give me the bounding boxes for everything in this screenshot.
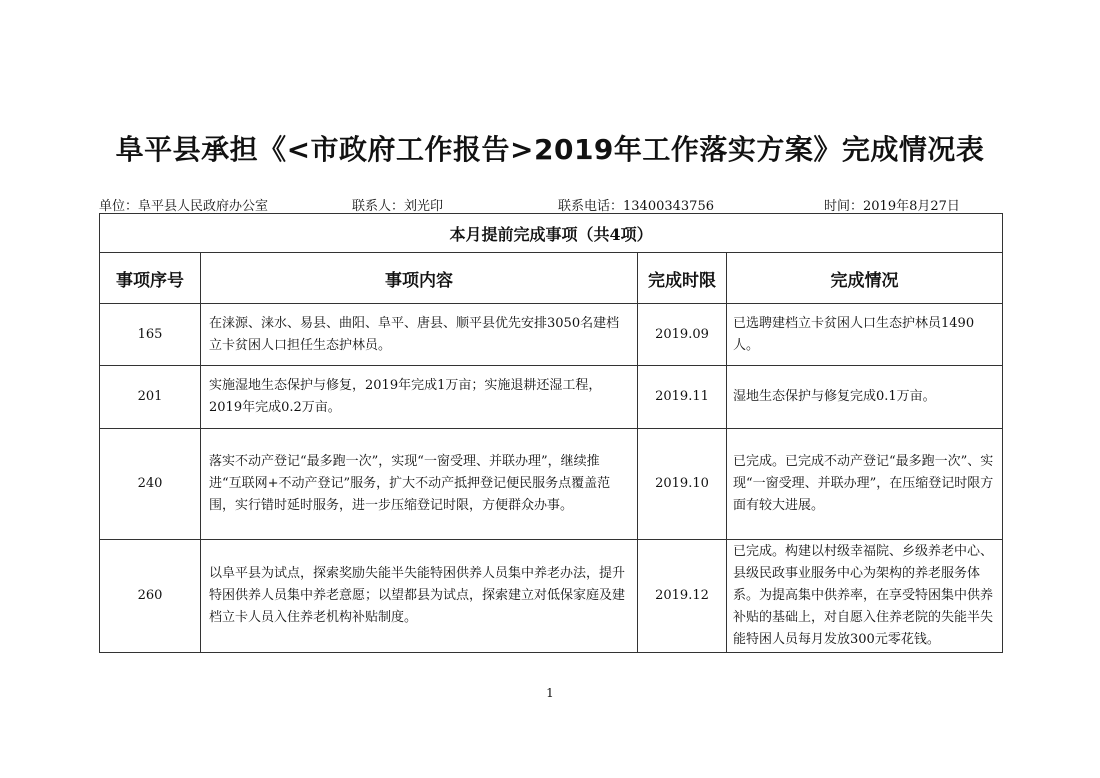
unit-label: 单位：阜平县人民政府办公室: [99, 199, 269, 214]
document-title: 阜平县承担《<市政府工作报告>2019年工作落实方案》完成情况表: [115, 133, 985, 166]
section-header-row: [100, 214, 1003, 253]
row-deadline: 2019.10: [638, 429, 727, 540]
contact-label: 联系人：刘光印: [352, 199, 444, 214]
row-deadline: 2019.09: [638, 304, 727, 366]
page-number: 1: [546, 686, 554, 700]
date-label: 时间：2019年8月27日: [824, 199, 960, 214]
row-content: 以阜平县为试点，探索奖励失能半失能特困供养人员集中养老办法，提升特困供养人员集中养老意愿；以望都县为试点，探索建立对低保家庭及建档立卡人员入住养老机构补贴制度。: [201, 540, 638, 653]
row-content: 实施湿地生态保护与修复，2019年完成1万亩；实施退耕还湿工程，2019年完成0.2万亩。: [201, 366, 638, 429]
row-status: 已选聘建档立卡贫困人口生态护林员1490人。: [727, 304, 1003, 366]
row-status: 已完成。构建以村级幸福院、乡级养老中心、县级民政事业服务中心为架构的养老服务体系。为提高集中供养率，在享受特困集中供养补贴的基础上，对自愿入住养老院的失能半失能特困人员每月发放300元零花钱。: [727, 540, 1003, 653]
column-header-row: [100, 253, 1003, 304]
row-status: 湿地生态保护与修复完成0.1万亩。: [727, 366, 1003, 429]
row-content: 落实不动产登记“最多跑一次”，实现“一窗受理、并联办理”，继续推进“互联网+不动产登记”服务，扩大不动产抵押登记便民服务点覆盖范围，实行错时延时服务，进一步压缩登记时限，方便群众办事。: [201, 429, 638, 540]
column-header-id: 事项序号: [100, 253, 201, 304]
row-deadline: 2019.12: [638, 540, 727, 653]
table-row: [100, 540, 1003, 653]
column-header-status: 完成情况: [727, 253, 1003, 304]
column-header-deadline: 完成时限: [638, 253, 727, 304]
row-content: 在涞源、涞水、易县、曲阳、阜平、唐县、顺平县优先安排3050名建档立卡贫困人口担任生态护林员。: [201, 304, 638, 366]
row-id: 201: [100, 366, 201, 429]
table-row: [100, 366, 1003, 429]
section-title: 本月提前完成事项（共4项）: [100, 214, 1003, 253]
row-deadline: 2019.11: [638, 366, 727, 429]
phone-label: 联系电话：13400343756: [558, 199, 714, 214]
row-id: 165: [100, 304, 201, 366]
column-header-content: 事项内容: [201, 253, 638, 304]
table-row: [100, 429, 1003, 540]
row-status: 已完成。已完成不动产登记“最多跑一次”、实现“一窗受理、并联办理”，在压缩登记时限方面有较大进展。: [727, 429, 1003, 540]
completion-table: [99, 213, 1003, 653]
table-row: [100, 304, 1003, 366]
row-id: 260: [100, 540, 201, 653]
row-id: 240: [100, 429, 201, 540]
